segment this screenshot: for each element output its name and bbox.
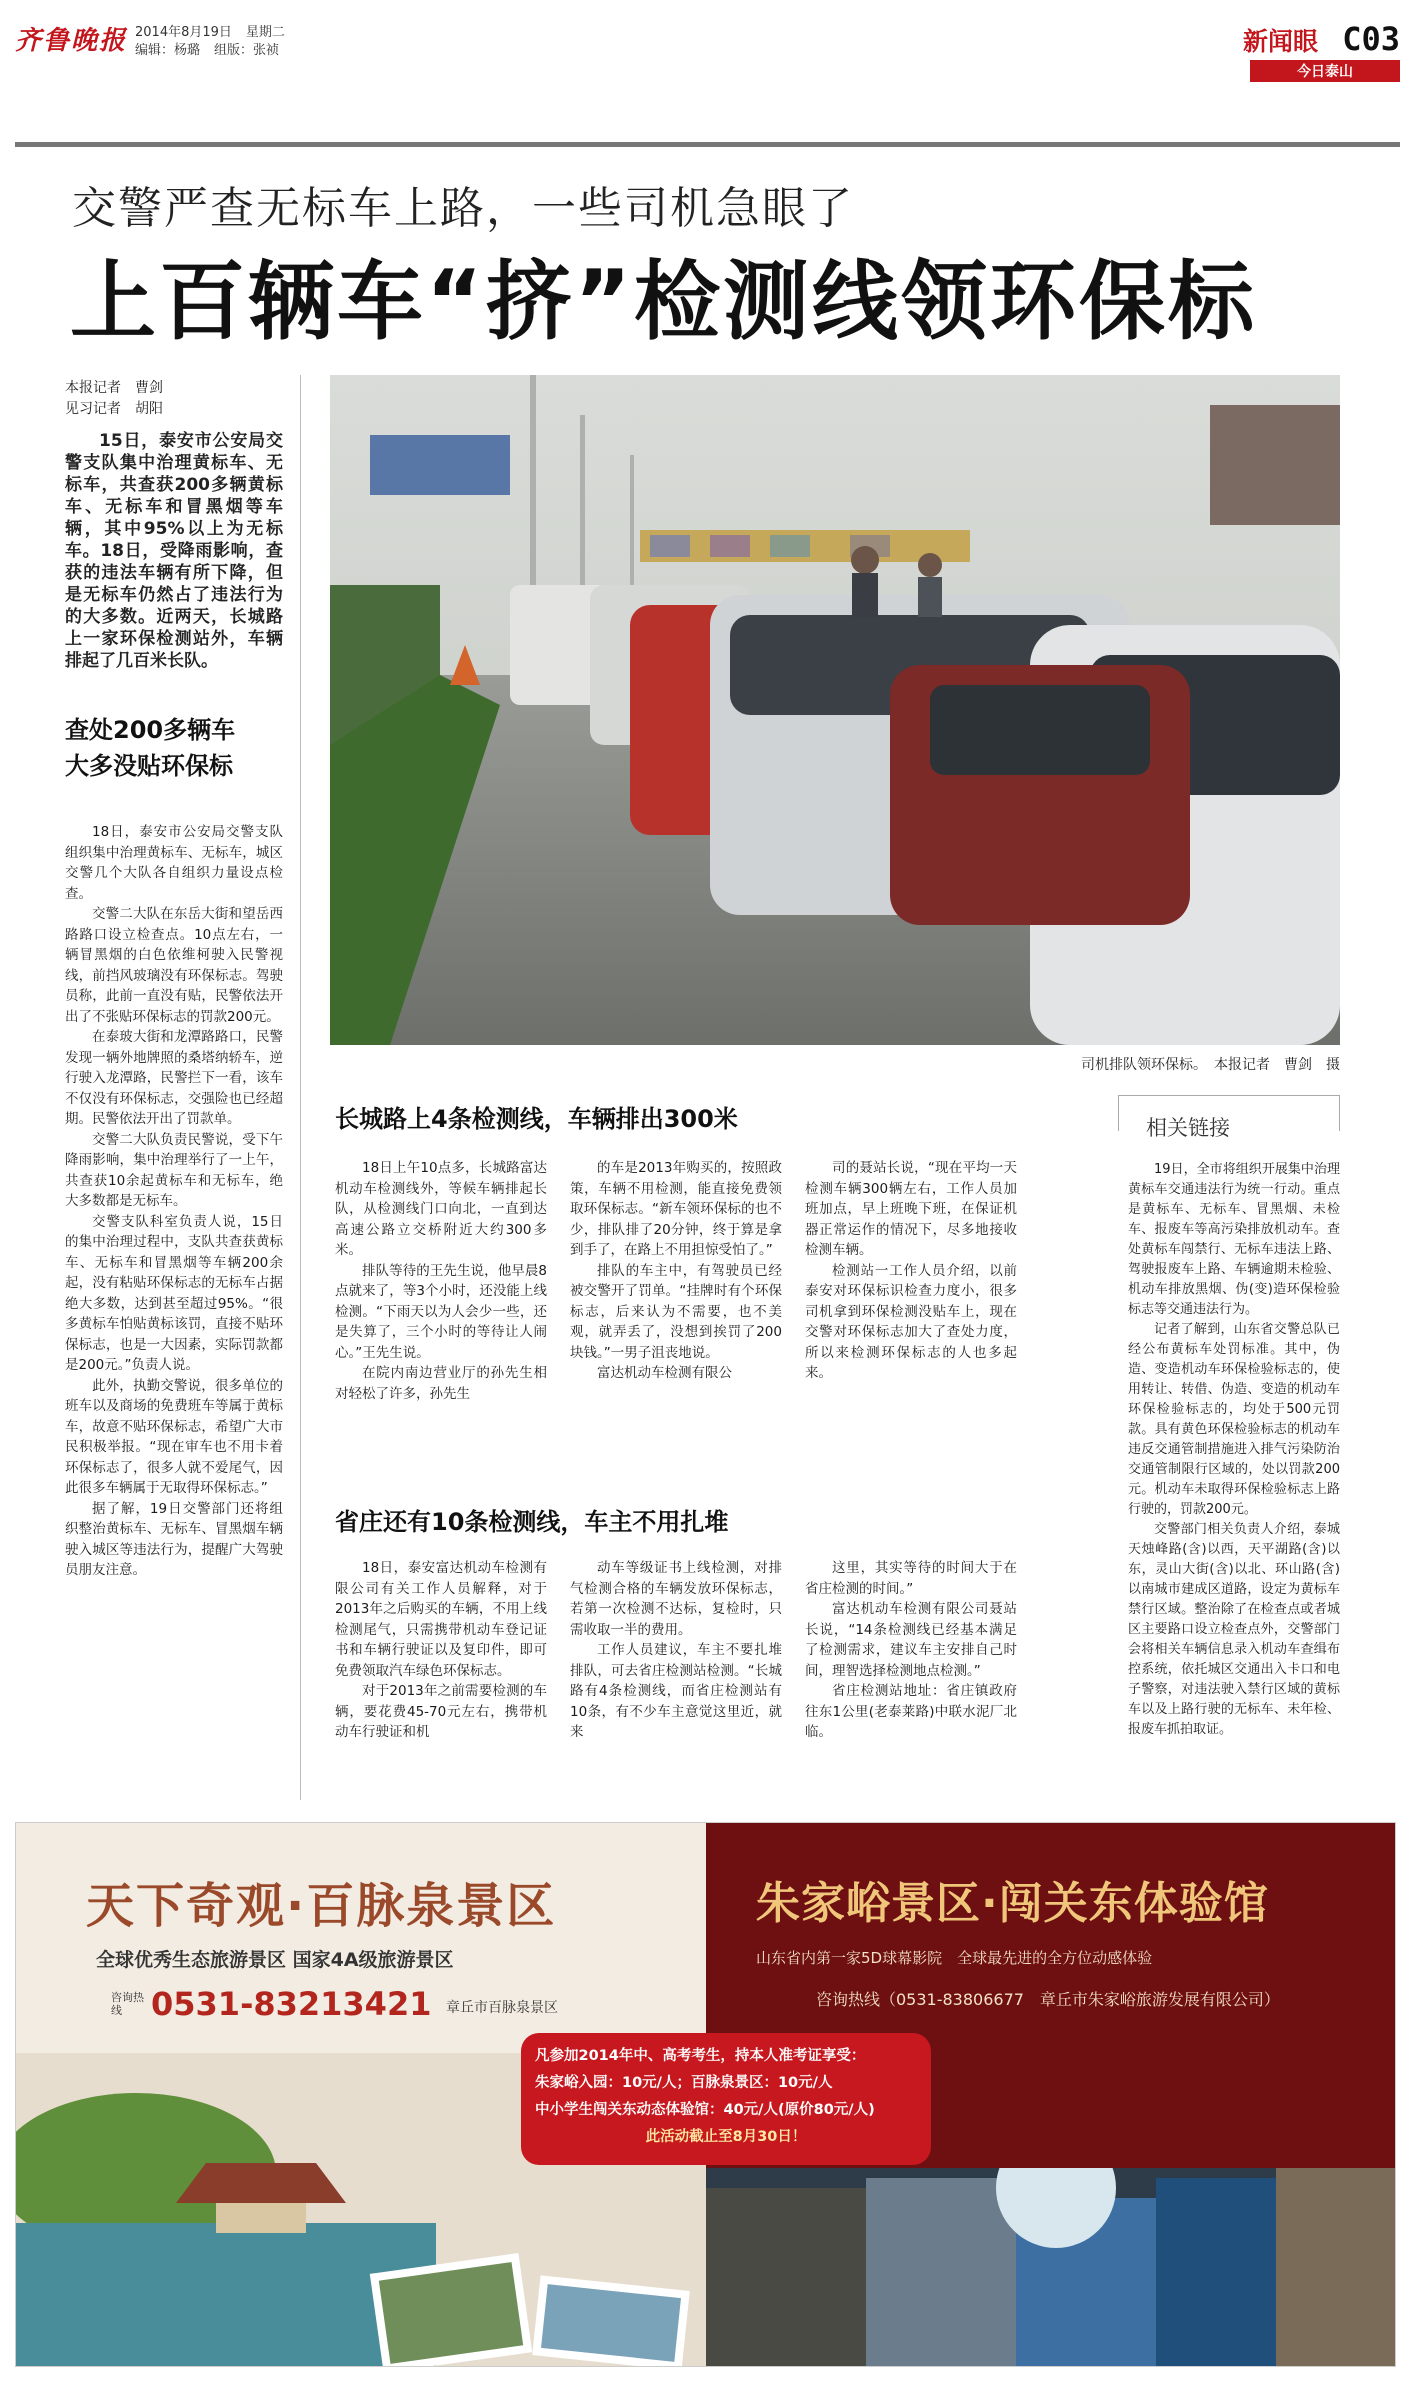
article-headline: 上百辆车“挤”检测线领环保标 bbox=[70, 252, 1258, 352]
sec2-paragraph: 的车是2013年购买的，按照政策，车辆不用检测，能直接免费领取环保标志。“新车领环保标的也不少，排队排了20分钟，终于算是拿到手了，在路上不用担惊受怕了。” bbox=[570, 1160, 782, 1258]
sec2-col2 bbox=[570, 1158, 782, 1384]
related-paragraph: 交警部门相关负责人介绍，泰城天烛峰路(含)以西，天平湖路(含)以东，灵山大街(含)以北、环山路(含)以南城市建成区道路，设定为黄标车禁行区域。整治除了在检查点或者城区主要路口设立检查点外，交警部门会将相关车辆信息录入机动车查缉布控系统，依托城区交通出入卡口和电子警察，对违法驶入禁行区域的黄标车以及上路行驶的无标车、未年检、报废车抓拍取证。 bbox=[1128, 1522, 1340, 1737]
sec2-paragraph: 18日上午10点多，长城路富达机动车检测线外，等候车辆排起长队，从检测线门口向北，一直到达高速公路立交桥附近大约300多米。 bbox=[335, 1160, 547, 1258]
article-lead bbox=[65, 430, 283, 672]
sec3-paragraph: 18日，泰安富达机动车检测有限公司有关工作人员解释，对于2013年之后购买的车辆，不用上线检测尾气，只需携带机动车登记证书和车辆行驶证以及复印件，即可免费领取汽车绿色环保标志。 bbox=[335, 1560, 547, 1679]
lead-paragraph: 15日，泰安市公安局交警支队集中治理黄标车、无标车，共查获200多辆黄标车、无标车和冒黑烟等车辆，其中95%以上为无标车。18日，受降雨影响，查获的违法车辆有所下降，但是无标车仍然占了违法行为的大多数。近两天，长城路上一家环保检测站外，车辆排起了几百米长队。 bbox=[65, 431, 283, 671]
subsection-badge: 今日泰山 bbox=[1250, 60, 1400, 82]
ad-left-phone: 0531-83213421 bbox=[151, 1985, 432, 2023]
ad-left-subtitle: 全球优秀生态旅游景区 国家4A级旅游景区 bbox=[96, 1949, 454, 1971]
editor-credit: 编辑：杨璐 bbox=[135, 43, 201, 58]
section-name: 新闻眼 bbox=[1242, 27, 1318, 56]
issue-meta bbox=[135, 24, 299, 60]
header-rule bbox=[15, 142, 1400, 147]
promo-line: 朱家峪入园：10元/人；百脉泉景区：10元/人 bbox=[535, 2075, 833, 2091]
sec2-paragraph: 富达机动车检测有限公 bbox=[597, 1365, 732, 1381]
ad-left-owner: 章丘市百脉泉景区 bbox=[446, 2000, 558, 2016]
byline bbox=[65, 378, 163, 420]
related-links-title: 相关链接 bbox=[1138, 1112, 1238, 1142]
col1-paragraph: 18日，泰安市公安局交警支队组织集中治理黄标车、无标车，城区交警几个大队各自组织力量设点检查。 bbox=[65, 824, 283, 902]
ad-promo-box bbox=[521, 2033, 931, 2165]
col1-paragraph: 交警支队科室负责人说，15日的集中治理过程中，支队共查获黄标车、无标车和冒黑烟等车辆200余起，没有粘贴环保标志的无标车占据绝大多数，达到甚至超过95%。“很多黄标车怕贴黄标该罚，直接不贴环保标志，也是一大因素，实际罚款都是200元。”负责人说。 bbox=[65, 1213, 283, 1373]
layout-credit: 组版：张祯 bbox=[214, 43, 280, 58]
byline-intern: 见习记者 胡阳 bbox=[65, 401, 163, 417]
sec2-paragraph: 司的聂站长说，“现在平均一天检测车辆300辆左右，工作人员加班加点，早上班晚下班，在保证机器正常运作的情况下，尽多地接收检测车辆。 bbox=[805, 1160, 1017, 1258]
col1-paragraph: 交警二大队负责民警说，受下午降雨影响，集中治理举行了一上午，共查获10余起黄标车和无标车，绝大多数都是无标车。 bbox=[65, 1131, 283, 1209]
byline-reporter: 本报记者 曹剑 bbox=[65, 380, 163, 396]
ad-right-hotline: 咨询热线（0531-83806677 章丘市朱家峪旅游发展有限公司） bbox=[816, 1990, 1280, 2009]
sec3-paragraph: 动车等级证书上线检测，对排气检测合格的车辆发放环保标志，若第一次检测不达标，复检时，只需收取一半的费用。 bbox=[570, 1560, 782, 1638]
ad-right-scenery bbox=[706, 2168, 1396, 2367]
col1-paragraph: 此外，执勤交警说，很多单位的班车以及商场的免费班车等属于黄标车，故意不贴环保标志，希望广大市民积极举报。“现在审车也不用卡着环保标志了，很多人就不爱尾气，因此很多车辆属于无取得环保标志。” bbox=[65, 1377, 283, 1496]
tourism-advertisement bbox=[15, 1822, 1396, 2367]
sec2-paragraph: 检测站一工作人员介绍，以前泰安对环保标识检查力度小，很多司机拿到环保检测没贴车上，现在交警对环保标志加大了查处力度，所以来检测环保标志的人也多起来。 bbox=[805, 1262, 1017, 1381]
sec2-paragraph: 在院内南边营业厅的孙先生相对轻松了许多，孙先生 bbox=[335, 1365, 547, 1402]
ad-right-title: 朱家峪景区·闯关东体验馆 bbox=[756, 1878, 1269, 1929]
col1-paragraph: 在泰玻大街和龙潭路路口，民警发现一辆外地牌照的桑塔纳轿车，逆行驶入龙潭路，民警拦下一看，该车不仅没有环保标志，交强险也已经超期。民警依法开出了罚款单。 bbox=[65, 1029, 283, 1127]
masthead bbox=[15, 8, 1400, 80]
related-paragraph: 记者了解到，山东省交警总队已经公布黄标车处罚标准。其中，伪造、变造机动车环保检验标志的，使用转让、转借、伪造、变造的机动车环保检验标志的，均处于500元罚款。具有黄色环保检验标志的机动车违反交通管制措施进入排气污染防治交通管制限行区域的，处以罚款200元。机动车未取得环保检验标志上路行驶的，罚款200元。 bbox=[1128, 1322, 1340, 1517]
issue-date: 2014年8月19日 bbox=[135, 25, 232, 40]
sec3-col1 bbox=[335, 1558, 547, 1743]
ad-left-hotline-label: 咨询热线 bbox=[111, 1991, 144, 2017]
ad-left-title: 天下奇观·百脉泉景区 bbox=[86, 1878, 557, 1934]
promo-line: 中小学生闯关东动态体验馆：40元/人(原价80元/人) bbox=[535, 2102, 875, 2118]
sec2-paragraph: 排队等待的王先生说，他早晨8点就来了，等3个小时，还没能上线检测。“下雨天以为人会少一些，还是失算了，三个小时的等待让人闹心。”王先生说。 bbox=[335, 1262, 547, 1361]
subhead-1-line-2: 大多没贴环保标 bbox=[65, 752, 233, 780]
article-kicker: 交警严查无标车上路，一些司机急眼了 bbox=[72, 183, 854, 234]
ad-right-subtitle: 山东省内第一家5D球幕影院 全球最先进的全方位动感体验 bbox=[756, 1949, 1153, 1967]
subhead-3: 省庄还有10条检测线，车主不用扎堆 bbox=[335, 1508, 729, 1536]
newspaper-logo: 齐鲁晚报 bbox=[15, 26, 128, 56]
news-photo bbox=[330, 375, 1340, 1045]
col1-paragraph: 据了解，19日交警部门还将组织整治黄标车、无标车、冒黑烟车辆驶入城区等违法行为，提醒广大驾驶员朋友注意。 bbox=[65, 1500, 283, 1578]
sec3-col2 bbox=[570, 1558, 782, 1743]
photo-caption: 司机排队领环保标。 本报记者 曹剑 摄 bbox=[1081, 1057, 1340, 1073]
sec3-paragraph: 富达机动车检测有限公司聂站长说，“14条检测线已经基本满足了检测需求，建议车主安排自己时间，理智选择检测地点检测。” bbox=[805, 1601, 1017, 1679]
sec3-paragraph: 这里，其实等待的时间大于在省庄检测的时间。” bbox=[805, 1560, 1017, 1597]
subhead-2: 长城路上4条检测线，车辆排出300米 bbox=[335, 1105, 738, 1133]
col1-paragraph: 交警二大队在东岳大街和望岳西路路口设立检查点。10点左右，一辆冒黑烟的白色依维柯驶入民警视线，前挡风玻璃没有环保标志。驾驶员称，此前一直没有贴，民警依法开出了不张贴环保标志的罚款200元。 bbox=[65, 906, 283, 1025]
subhead-1 bbox=[65, 712, 305, 784]
promo-line: 凡参加2014年中、高考考生，持本人准考证享受： bbox=[535, 2048, 866, 2064]
promo-line: 此活动截止至8月30日！ bbox=[645, 2129, 807, 2145]
subhead-1-line-1: 查处200多辆车 bbox=[65, 716, 236, 744]
related-paragraph: 19日，全市将组织开展集中治理黄标车交通违法行为统一行动。重点是黄标车、无标车、冒黑烟、未检车、报废车等高污染排放机动车。查处黄标车闯禁行、无标车违法上路、驾驶报废车上路、车辆逾期未检验、机动车排放黑烟、伪(变)造环保检验标志等交通违法行为。 bbox=[1128, 1162, 1340, 1317]
column-divider bbox=[300, 375, 301, 1800]
sec2-paragraph: 排队的车主中，有驾驶员已经被交警开了罚单。“挂牌时有个环保标志，后来认为不需要，也不美观，就弄丢了，没想到挨罚了200块钱。”一男子沮丧地说。 bbox=[570, 1262, 782, 1361]
column-1-body bbox=[65, 822, 283, 1812]
issue-weekday: 星期二 bbox=[245, 25, 285, 40]
sec3-col3 bbox=[805, 1558, 1017, 1743]
sec2-col1 bbox=[335, 1158, 547, 1404]
sec3-paragraph: 工作人员建议，车主不要扎堆排队，可去省庄检测站检测。“长城路有4条检测线，而省庄检测站有10条，有不少车主意觉这里近，就来 bbox=[570, 1642, 782, 1740]
sec2-col3 bbox=[805, 1158, 1017, 1384]
sec3-paragraph: 省庄检测站地址：省庄镇政府往东1公里(老泰莱路)中联水泥厂北临。 bbox=[805, 1683, 1017, 1740]
related-links-body bbox=[1128, 1160, 1340, 1740]
page-number: C03 bbox=[1342, 20, 1400, 58]
sec3-paragraph: 对于2013年之前需要检测的车辆，要花费45-70元左右，携带机动车行驶证和机 bbox=[335, 1683, 547, 1740]
traffic-queue-photo bbox=[330, 375, 1340, 1045]
